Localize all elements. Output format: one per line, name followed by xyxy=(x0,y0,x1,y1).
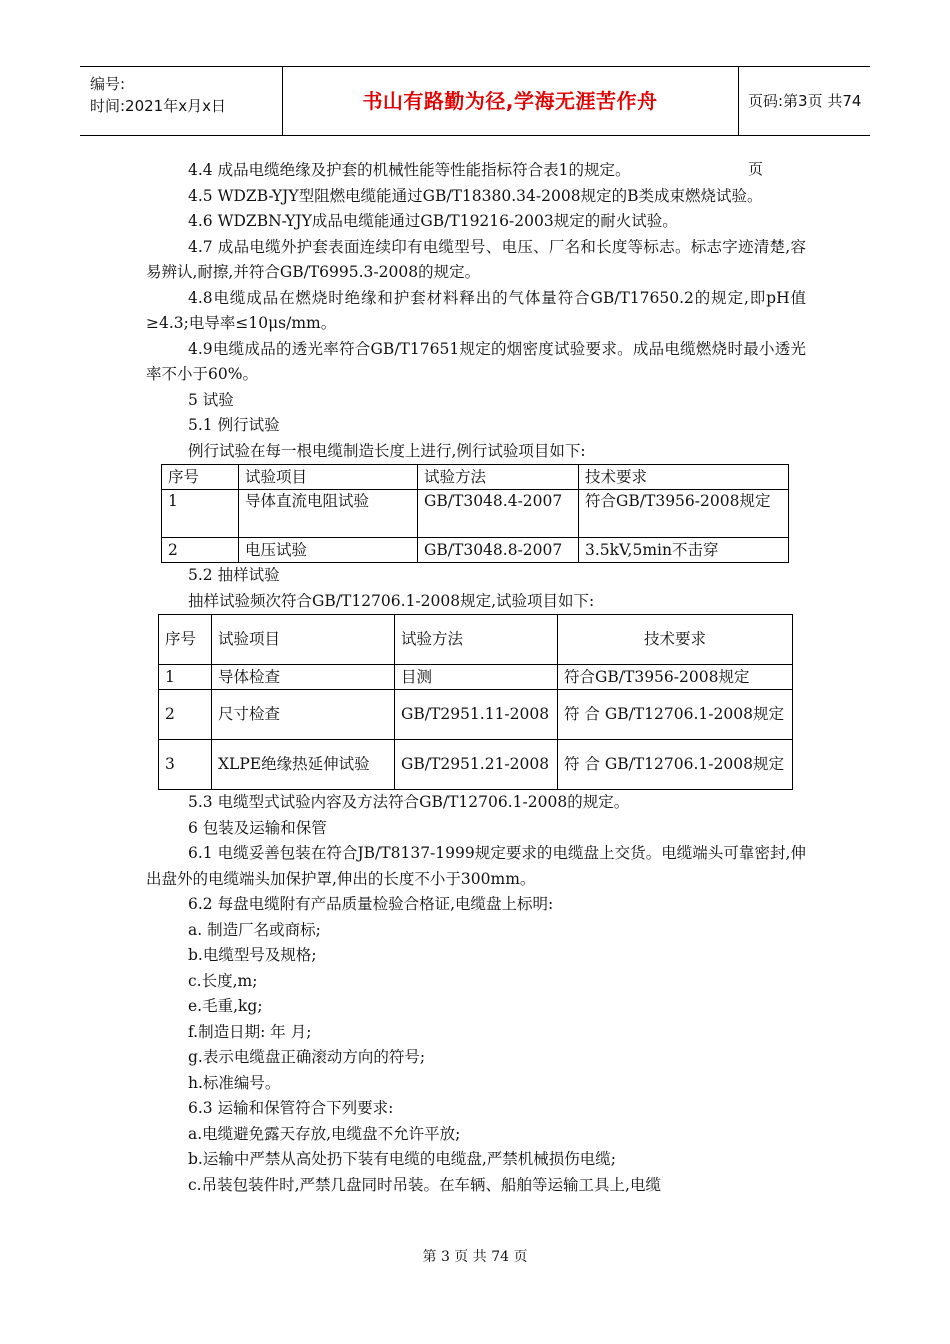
paragraph: 例行试验在每一根电缆制造长度上进行,例行试验项目如下: xyxy=(188,441,586,460)
table-cell: GB/T3048.4-2007 xyxy=(418,490,579,538)
table-cell: 3 xyxy=(159,740,212,790)
table-cell: 符合GB/T3956-2008规定 xyxy=(558,665,793,690)
header-slogan: 书山有路勤为径,学海无涯苦作舟 xyxy=(282,67,739,135)
table-row xyxy=(159,665,793,690)
page-footer: 第 3 页 共 74 页 xyxy=(422,1249,528,1265)
table-row xyxy=(162,538,789,563)
table-cell: 尺寸检查 xyxy=(212,690,395,740)
paragraph: 4.9电缆成品的透光率符合GB/T17651规定的烟密度试验要求。成品电缆燃烧时最小透光率不小于60%。 xyxy=(146,339,806,383)
table-header-cell: 技术要求 xyxy=(579,465,789,490)
header-page-code: 页码:第3页 共74页 xyxy=(748,92,862,178)
list-item: b.电缆型号及规格; xyxy=(188,946,317,964)
paragraph: 4.7 成品电缆外护套表面连续印有电缆型号、电压、厂名和长度等标志。标志字迹清楚,容易辨认,耐擦,并符合GB/T6995.3-2008的规定。 xyxy=(146,237,806,281)
paragraph: 抽样试验频次符合GB/T12706.1-2008规定,试验项目如下: xyxy=(188,591,595,610)
document-body xyxy=(146,158,806,1198)
table-cell: 符合GB/T3956-2008规定 xyxy=(579,490,789,538)
list-item: a. 制造厂名或商标; xyxy=(188,920,321,939)
table-cell: XLPE绝缘热延伸试验 xyxy=(212,740,395,790)
paragraph: 4.5 WDZB-YJY型阻燃电缆能通过GB/T18380.34-2008规定的B类成束燃烧试验。 xyxy=(188,186,763,205)
table-cell: 电压试验 xyxy=(239,538,418,563)
table-cell: 导体检查 xyxy=(212,665,395,690)
table-row xyxy=(159,690,793,740)
paragraph: 4.4 成品电缆绝缘及护套的机械性能等性能指标符合表1的规定。 xyxy=(188,161,631,179)
list-item: f.制造日期: 年 月; xyxy=(188,1022,312,1041)
list-item: c.长度,m; xyxy=(188,971,258,990)
paragraph: 6.1 电缆妥善包装在符合JB/T8137-1999规定要求的电缆盘上交货。电缆端头可靠密封,伸出盘外的电缆端头加保护罩,伸出的长度不小于300mm。 xyxy=(146,844,806,888)
table-cell: GB/T2951.11-2008 xyxy=(395,690,558,740)
number-label: 编号: xyxy=(90,75,126,93)
list-item: b.运输中严禁从高处扔下装有电缆的电缆盘,严禁机械损伤电缆; xyxy=(188,1150,617,1168)
table-header-cell: 试验项目 xyxy=(239,465,418,490)
paragraph: 4.6 WDZBN-YJY成品电缆能通过GB/T19216-2003规定的耐火试验。 xyxy=(188,212,678,230)
table-header-cell: 序号 xyxy=(162,465,239,490)
list-item: g.表示电缆盘正确滚动方向的符号; xyxy=(188,1048,426,1066)
table-cell: 2 xyxy=(162,538,239,563)
table-cell: 符 合 GB/T12706.1-2008规定 xyxy=(558,740,793,790)
section-heading: 5 试验 xyxy=(188,390,234,409)
paragraph: 4.8电缆成品在燃烧时绝缘和护套材料释出的气体量符合GB/T17650.2的规定,即pH值≥4.3;电导率≤10μs/mm。 xyxy=(146,288,806,332)
table-row xyxy=(162,490,789,538)
subsection-heading: 5.1 例行试验 xyxy=(188,416,280,434)
paragraph: 5.3 电缆型式试验内容及方法符合GB/T12706.1-2008的规定。 xyxy=(188,793,630,811)
table-cell: 目测 xyxy=(395,665,558,690)
time-label: 时间:2021年x月x日 xyxy=(90,97,226,115)
list-item: e.毛重,kg; xyxy=(188,997,263,1015)
paragraph: 6.2 每盘电缆附有产品质量检验合格证,电缆盘上标明: xyxy=(188,895,554,913)
table-header-cell: 试验方法 xyxy=(418,465,579,490)
table-cell: 符 合 GB/T12706.1-2008规定 xyxy=(558,690,793,740)
subsection-heading: 5.2 抽样试验 xyxy=(188,566,280,584)
table-cell: 导体直流电阻试验 xyxy=(239,490,418,538)
table-header-cell: 序号 xyxy=(159,615,212,665)
table-cell: GB/T3048.8-2007 xyxy=(418,538,579,563)
header-meta xyxy=(80,67,283,135)
section-heading: 6 包装及运输和保管 xyxy=(188,818,327,837)
paragraph: 6.3 运输和保管符合下列要求: xyxy=(188,1099,394,1117)
sampling-test-table xyxy=(158,614,793,790)
table-cell: 2 xyxy=(159,690,212,740)
table-header-row xyxy=(162,465,789,490)
list-item: h.标准编号。 xyxy=(188,1073,281,1092)
list-item: a.电缆避免露天存放,电缆盘不允许平放; xyxy=(188,1124,461,1143)
table-cell: 1 xyxy=(159,665,212,690)
routine-test-table xyxy=(161,464,789,563)
list-item: c.吊装包装件时,严禁几盘同时吊装。在车辆、船舶等运输工具上,电缆 xyxy=(188,1175,661,1194)
table-row xyxy=(159,740,793,790)
table-cell: GB/T2951.21-2008 xyxy=(395,740,558,790)
table-header-cell: 试验方法 xyxy=(395,615,558,665)
table-header-cell: 技术要求 xyxy=(558,615,793,665)
table-cell: 3.5kV,5min不击穿 xyxy=(579,538,789,563)
table-header-cell: 试验项目 xyxy=(212,615,395,665)
table-header-row xyxy=(159,615,793,665)
table-cell: 1 xyxy=(162,490,239,538)
